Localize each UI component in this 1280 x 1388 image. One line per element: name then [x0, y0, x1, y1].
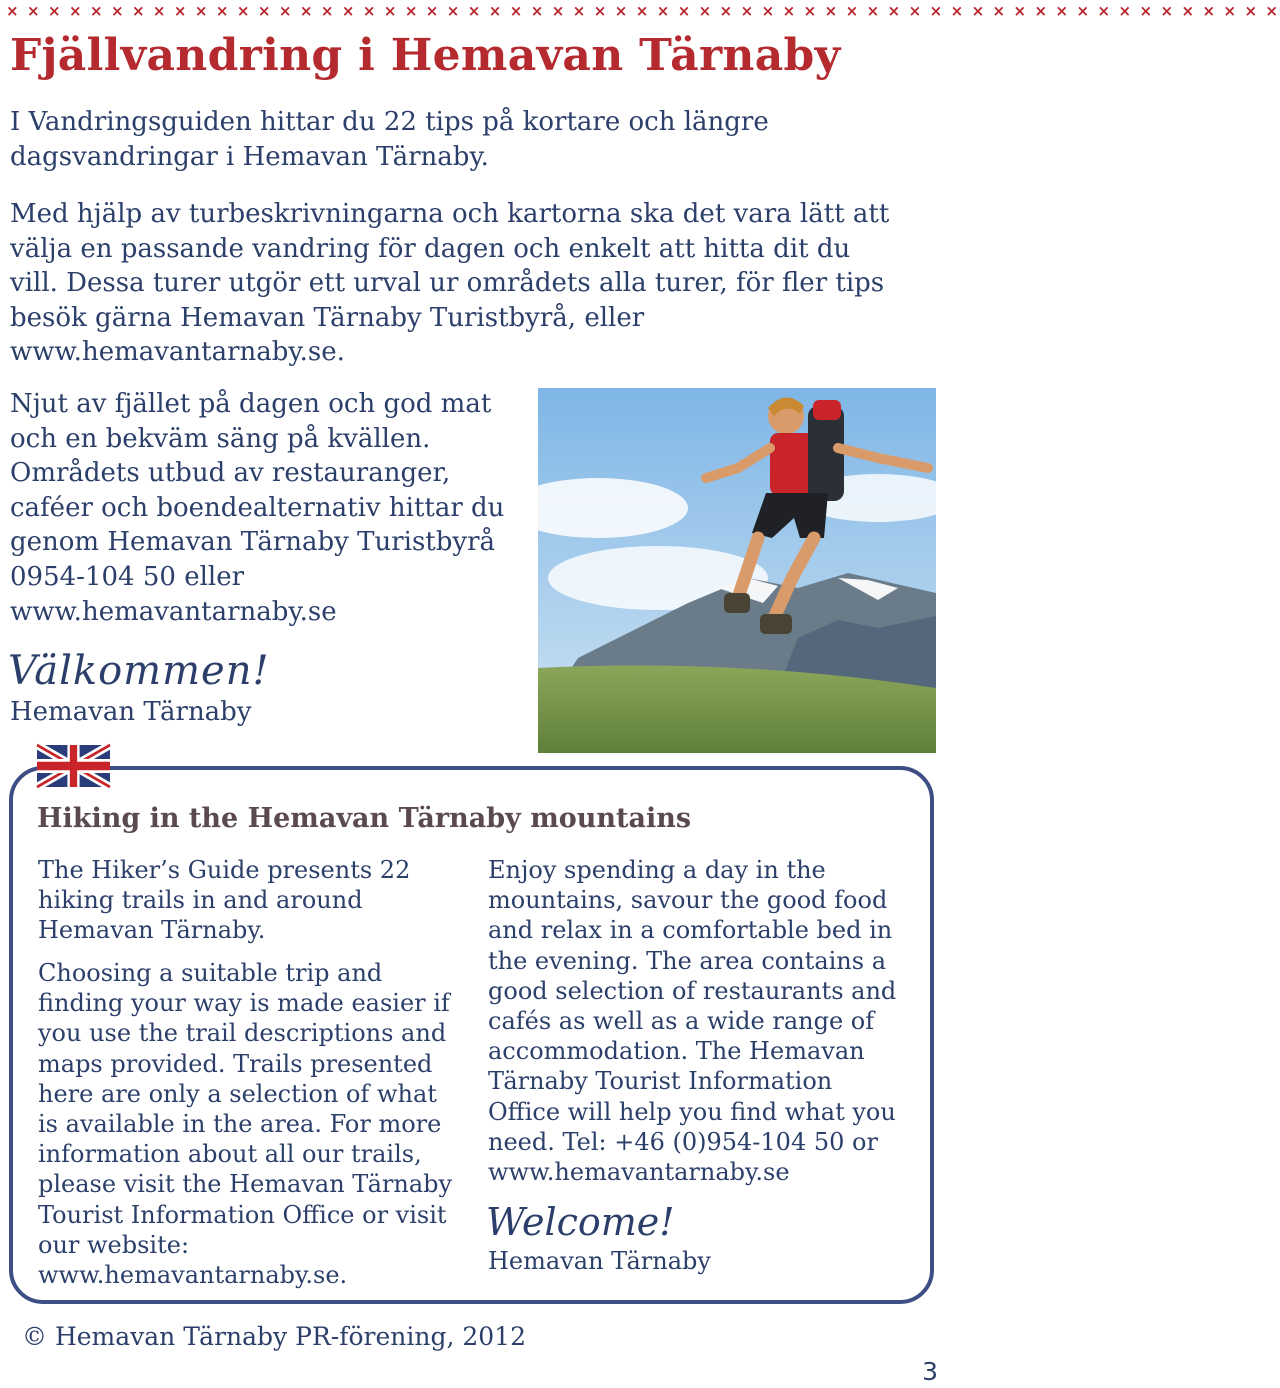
hiker-photo: [538, 388, 936, 753]
uk-flag-icon: [37, 745, 110, 787]
hiker-jumping-illustration: [538, 388, 936, 753]
services-paragraph-sv: Njut av fjället på dagen och god mat och en bekväm säng på kvällen. Områdets utbud av restauranger, caféer och boendealternativ hittar du genom Hemavan Tärnaby Turistbyrå 0954-104 50 eller www.hemavantarnaby.se: [10, 389, 505, 627]
guide-paragraph-sv: Med hjälp av turbeskrivningarna och kartorna ska det vara lätt att välja en passande vandring för dagen och enkelt att hitta dit du vill. Dessa turer utgör ett urval ur områdets alla turer, för fler tips besök gärna Hemavan Tärnaby Turistbyrå, eller www.hemavantarnaby.se.: [10, 199, 890, 368]
services-paragraph-en: Enjoy spending a day in the mountains, savour the good food and relax in a comfortable bed in the evening. The area contains a good selection of restaurants and cafés as well as a wide range of accommodation. The Hemavan Tärnaby Tourist Information Office will help you find what you need. Tel: +46 (0)954-104 50 or www.hemavantarnaby.se: [488, 856, 897, 1187]
intro-paragraph-en: The Hiker’s Guide presents 22 hiking trails in and around Hemavan Tärnaby.: [38, 856, 411, 945]
guide-paragraph-en: Choosing a suitable trip and finding your way is made easier if you use the trail descriptions and maps provided. Trails presented here are only a selection of what is available in the area. For more information about all our trails, please visit the Hemavan Tärnaby Tourist Information Office or visit our website: www.hemavantarnaby.se.: [38, 959, 453, 1290]
intro-paragraph-sv: I Vandringsguiden hittar du 22 tips på kortare och längre dagsvandringar i Hemavan Tärnaby.: [10, 107, 769, 172]
welcome-script-en: Welcome!: [486, 1200, 675, 1244]
copyright-notice: © Hemavan Tärnaby PR-förening, 2012: [22, 1322, 526, 1351]
welcome-script-sv: Välkommen!: [8, 648, 270, 694]
page-number: 3: [922, 1357, 938, 1386]
signature-sv: Hemavan Tärnaby: [10, 697, 252, 727]
english-title: Hiking in the Hemavan Tärnaby mountains: [37, 803, 692, 834]
signature-en: Hemavan Tärnaby: [488, 1247, 711, 1275]
decorative-cross-border: × × × × × × × × × × × × × × × × × × × × × × × × × × × × × × × × × × × × × × × × × × × × × × × × × × × × × × × × × × × × ×: [6, 2, 1280, 20]
page-title: Fjällvandring i Hemavan Tärnaby: [10, 30, 841, 81]
